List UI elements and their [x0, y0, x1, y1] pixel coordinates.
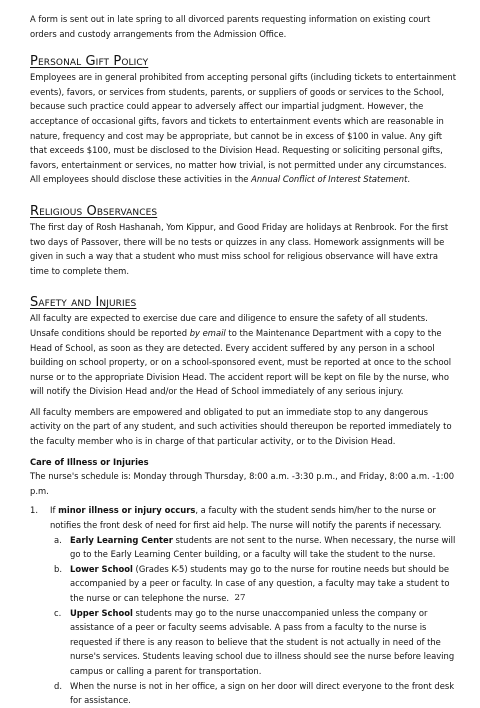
care-list — [30, 503, 456, 707]
care-subheading: Care of Illness or Injuries — [30, 456, 149, 467]
item1-bold-text: minor illness or injury occurs — [58, 505, 196, 516]
care-sublist — [50, 533, 456, 708]
safety-paragraph-1 — [30, 311, 456, 399]
sublist-letter: d. — [54, 680, 62, 691]
safety-p1-rest: to the Maintenance Department with a copy to the Head of School, as soon as they are detected. Every accident suffered by any person in a school building on school property, or on a school-sponsored event, must be reported at once to the school nurse or to the appropriate Division Head. The accident report will be kept on file by the nurse, who will notify the Division Head and/or the Head of School immediately of any serious injury. — [30, 327, 452, 397]
division-name: Upper School — [70, 607, 133, 618]
section-heading-personal-gift-policy: Personal Gift Policy — [30, 54, 149, 70]
gift-body-text: Employees are in general prohibited from accepting personal gifts (including tickets to entertainment events), favors, or services from students, parents, or suppliers of goods or services to the School, because such practice could appear to adversely affect our impartial judgment. However, the acceptance of occasional gifts, favors and tickets to entertainment events which are reasonable in nature, frequency and cost may be appropriate, but cannot be in excess of $100 in value. Any gift that exceeds $100, must be disclosed to the Division Head. Requesting or soliciting personal gifts, favors, entertainment or services, no matter how trivial, is not permitted under any circumstances. All employees should disclose these activities in the — [30, 72, 456, 185]
religious-paragraph: The first day of Rosh Hashanah, Yom Kippur, and Good Friday are holidays at Renbrook. For the first two days of Passover, there will be no tests or quizzes in any class. Homework assignments will be given in such a way that a student who must miss school for religious observance will have extra time to complete them. — [30, 221, 449, 276]
section-heading-religious-observances: Religious Observances — [30, 203, 158, 219]
by-email-emphasis: by email — [189, 327, 226, 338]
sublist-text: students may go to the nurse unaccompanied unless the company or assistance of a peer or faculty seems advisable. A pass from a faculty to the nurse is requested if there is any reason to believe that the student is not actually in need of the nurse's services. Students leaving school due to illness should see the nurse before leaving campus or calling a parent for transportation. — [70, 607, 455, 676]
conflict-statement-title: Annual Conflict of Interest Statement — [251, 174, 408, 185]
sublist-letter: c. — [54, 607, 62, 618]
sublist-item — [50, 533, 456, 562]
division-name: Early Learning Center — [70, 534, 173, 545]
item1-rest: , a faculty with the student sends him/her to the nurse or notifies the front desk of need for first aid help. The nurse will notify the parents if necessary. — [50, 505, 442, 531]
page-number: 27 — [234, 593, 246, 603]
gift-body-end: . — [407, 174, 411, 185]
intro-paragraph: A form is sent out in late spring to all divorced parents requesting information on existing court orders and custody arrangements from the Admission Office. — [30, 14, 431, 39]
sublist-text: When the nurse is not in her office, a sign on her door will direct everyone to the front desk for assistance. — [70, 680, 455, 706]
sublist-text: (Grades K-5) students may go to the nurse for routine needs but should be accompanied by a peer or faculty. In case of any question, a faculty may take a student to the nurse or can telephone the nurse. — [70, 563, 450, 603]
division-name: Lower School — [70, 563, 133, 574]
safety-paragraph-2: All faculty members are empowered and obligated to put an immediate stop to any dangerous activity on the part of any student, and such activities should thereupon be reported immediately to the faculty member who is in charge of that particular activity, or to the Division Head. — [30, 406, 452, 447]
item1-text: If — [50, 505, 59, 516]
sublist-item — [50, 679, 456, 708]
sublist-item — [50, 606, 456, 679]
gift-policy-paragraph — [30, 70, 456, 187]
sublist-text: students are not sent to the nurse. When necessary, the nurse will go to the Early Learning Center building, or a faculty will take the student to the nurse. — [70, 534, 456, 560]
item-number: 1. — [30, 505, 38, 516]
sublist-letter: b. — [54, 563, 62, 574]
nurse-schedule: The nurse's schedule is: Monday through Thursday, 8:00 a.m. -3:30 p.m., and Friday, 8:00 a.m. -1:00 p.m. — [30, 471, 455, 496]
safety-p1-text: All faculty are expected to exercise due care and diligence to ensure the safety of all students. Unsafe conditions should be reported — [30, 313, 428, 338]
section-heading-safety-and-injuries: Safety and Injuries — [30, 295, 137, 311]
care-list-item — [30, 503, 456, 707]
document-page — [30, 12, 456, 708]
sublist-letter: a. — [54, 534, 62, 545]
